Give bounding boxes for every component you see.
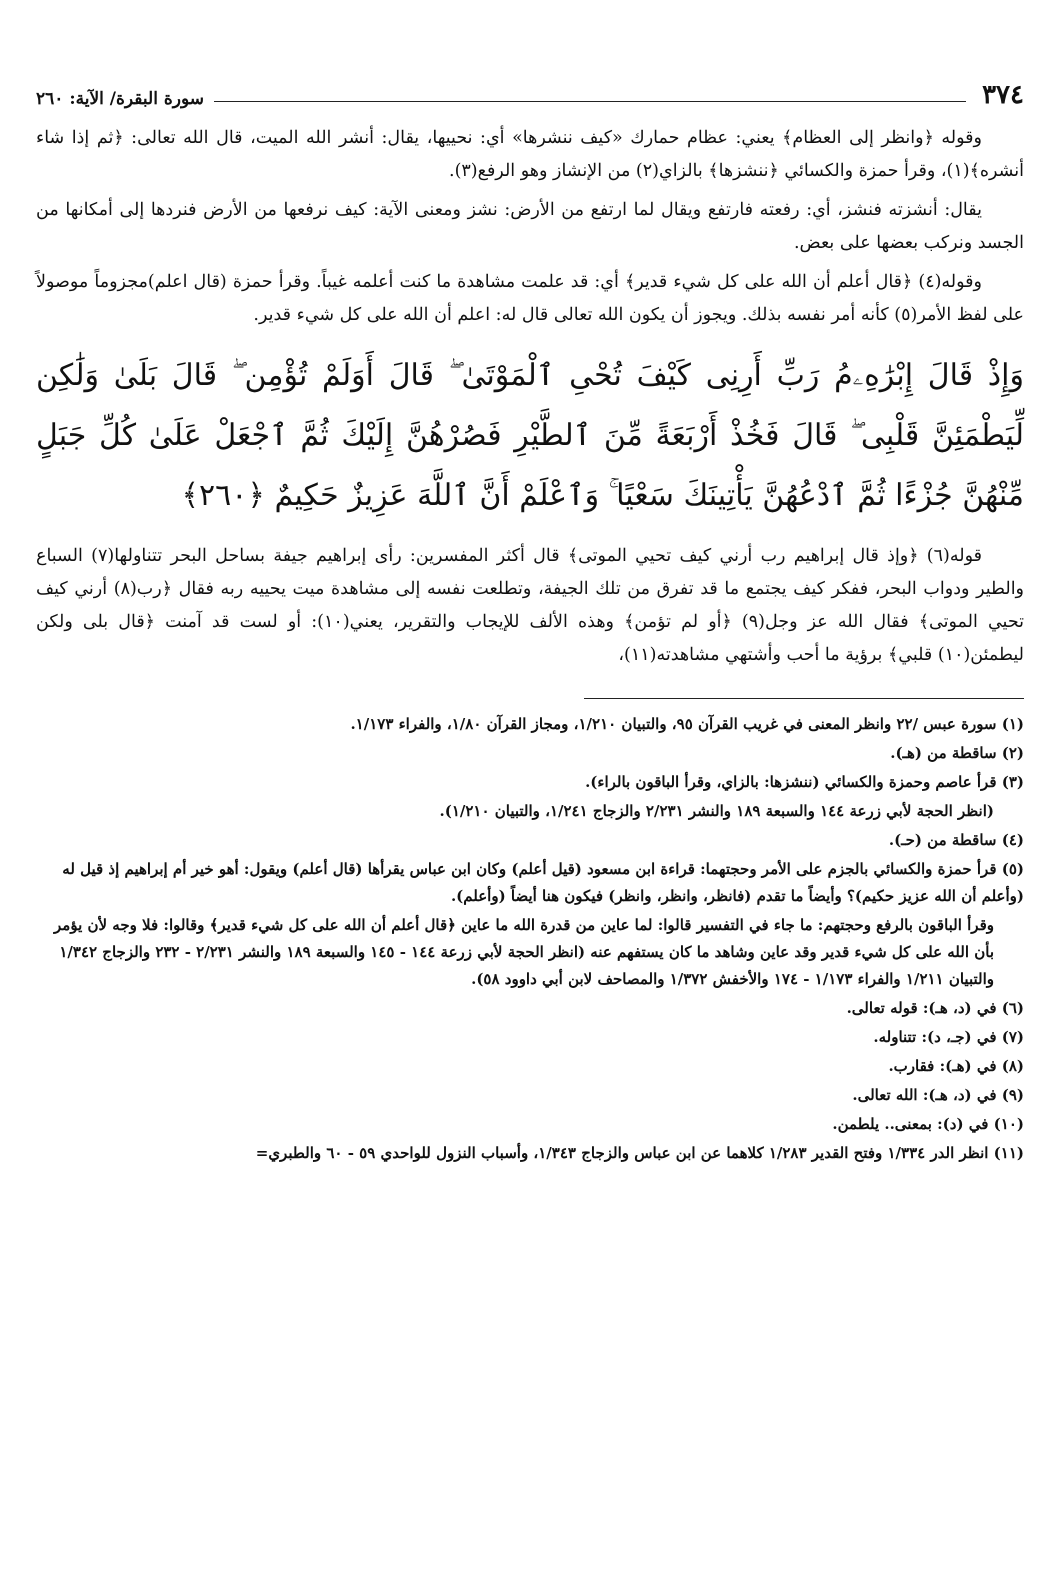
- paragraph-1: وقوله ﴿وانظر إلى العظام﴾ يعني: عظام حمارك «كيف ننشرها» أي: نحييها، يقال: أنشر الله الميت، قال الله تعالى: ﴿ثم إذا شاء أنشره﴾(١)، وقرأ حمزة والكسائي ﴿ننشزها﴾ بالزاي(٢) من الإنشاز وهو الرفع(٣).: [36, 128, 1024, 181]
- footnote-4: (٤) ساقطة من (حـ).: [888, 831, 1024, 849]
- footnote-11: (١١) انظر الدر ١/٣٣٤ وفتح القدير ١/٢٨٣ كلاهما عن ابن عباس والزجاج ١/٣٤٣، وأسباب النزول للواحدي ٥٩ - ٦٠ والطبري=: [255, 1144, 1024, 1162]
- page-number: ٣٧٤: [982, 80, 1024, 110]
- footnote-6: (٦) في (د، هـ): قوله تعالى.: [846, 999, 1024, 1017]
- footnote-8: (٨) في (هـ): فقارب.: [888, 1057, 1024, 1075]
- footnote-9: (٩) في (د، هـ): الله تعالى.: [852, 1086, 1024, 1104]
- footnote-1: (١) سورة عبس /٢٢ وانظر المعنى في غريب القرآن ٩٥، والتبيان ١/٢١٠، ومجاز القرآن ١/٨٠، والفراء ١/١٧٣.: [350, 715, 1024, 733]
- paragraph-4: قوله(٦) ﴿وإذ قال إبراهيم رب أرني كيف تحيي الموتى﴾ قال أكثر المفسرين: رأى إبراهيم جيفة بساحل البحر تتناولها(٧) السباع والطير ودواب البحر، ففكر كيف يجتمع ما قد تفرق من تلك الجيفة، وتطلعت نفسه إلى مشاهدة ميت يحييه ربه فقال ﴿رب(٨) أرني كيف تحيي الموتى﴾ فقال الله عز وجل(٩) ﴿أو لم تؤمن﴾ وهذه الألف للإيجاب والتقرير، يعني(١٠): أو لست قد آمنت ﴿قال بلى ولكن ليطمئن(١٠) قلبي﴾ برؤية ما أحب وأشتهي مشاهدته(١١)،: [36, 546, 1025, 665]
- footnote-separator: [584, 698, 1024, 699]
- footnote-2: (٢) ساقطة من (هـ).: [890, 744, 1024, 762]
- footnote-10: (١٠) في (د): بمعنى.. يلطمن.: [832, 1115, 1024, 1133]
- footnote-3: (٣) قرأ عاصم وحمزة والكسائي (ننشزها: بالزاي، وقرأ الباقون بالراء).: [585, 773, 1024, 791]
- running-title: سورة البقرة/ الآية: ٢٦٠: [36, 89, 204, 109]
- footnote-7: (٧) في (جـ، د): تتناوله.: [873, 1028, 1024, 1046]
- footnotes: [36, 711, 1024, 1167]
- page-header: [36, 78, 1024, 108]
- paragraph-2: يقال: أنشزته فنشز، أي: رفعته فارتفع ويقال لما ارتفع من الأرض: نشز ومعنى الآية: كيف نرفعها من الأرض فنردها إلى أمكانها من الجسد ونركب بعضها على بعض.: [36, 200, 1024, 253]
- footnote-5-continuation: وقرأ الباقون بالرفع وحجتهم: ما جاء في التفسير قالوا: لما عاين من قدرة الله ما عاين ﴿قال أعلم أن الله على كل شيء قدير﴾ وقالوا: فلا وجه لأن يؤمر بأن الله على كل شيء قدير وقد عاين وشاهد ما كان يستفهم عنه (انظر الحجة لأبي زرعة ١٤٤ - ١٤٥ والسبعة ١٨٩ والنشر ٢/٢٣١ - ٢٣٢ والزجاج ١/٣٤٢ والتبيان ١/٢١١ والفراء ١/١٧٣ - ١٧٤ والأخفش ١/٣٧٢ والمصاحف لابن أبي داوود ٥٨).: [54, 916, 994, 988]
- footnote-3-continuation: (انظر الحجة لأبي زرعة ١٤٤ والسبعة ١٨٩ والنشر ٢/٢٣١ والزجاج ١/٢٤١، والتبيان ١/٢١٠).: [439, 802, 994, 820]
- paragraph-3: وقوله(٤) ﴿قال أعلم أن الله على كل شيء قدير﴾ أي: قد علمت مشاهدة ما كنت أعلمه غيباً. وقرأ حمزة (قال اعلم)مجزوماً موصولاً على لفظ الأمر(٥) كأنه أمر نفسه بذلك. ويجوز أن يكون الله تعالى قال له: اعلم أن الله على كل شيء قدير.: [36, 272, 1024, 325]
- header-rule: [214, 101, 966, 102]
- footnote-5: (٥) قرأ حمزة والكسائي بالجزم على الأمر وحجتهما: قراءة ابن مسعود (قيل أعلم) وكان ابن عباس يقرأها (قال أعلم) ويقول: أهو خير أم إبراهيم إذ قيل له (وأعلم أن الله عزيز حكيم)؟ وأيضاً ما تقدم (فانظر، وانظر، وانظر) فيكون هنا أيضاً (وأعلم).: [62, 860, 1024, 905]
- quran-verse: وَإِذْ قَالَ إِبْرَٰهِۦمُ رَبِّ أَرِنِى كَيْفَ تُحْىِ ٱلْمَوْتَىٰ ۖ قَالَ أَوَلَمْ تُؤْمِن ۖ قَالَ بَلَىٰ وَلَٰكِن لِّيَطْمَئِنَّ قَلْبِى ۖ قَالَ فَخُذْ أَرْبَعَةً مِّنَ ٱلطَّيْرِ فَصُرْهُنَّ إِلَيْكَ ثُمَّ ٱجْعَلْ عَلَىٰ كُلِّ جَبَلٍ مِّنْهُنَّ جُزْءًا ثُمَّ ٱدْعُهُنَّ يَأْتِينَكَ سَعْيًا ۚ وَٱعْلَمْ أَنَّ ٱللَّهَ عَزِيزٌ حَكِيمٌ ﴿٢٦٠﴾: [36, 358, 1024, 513]
